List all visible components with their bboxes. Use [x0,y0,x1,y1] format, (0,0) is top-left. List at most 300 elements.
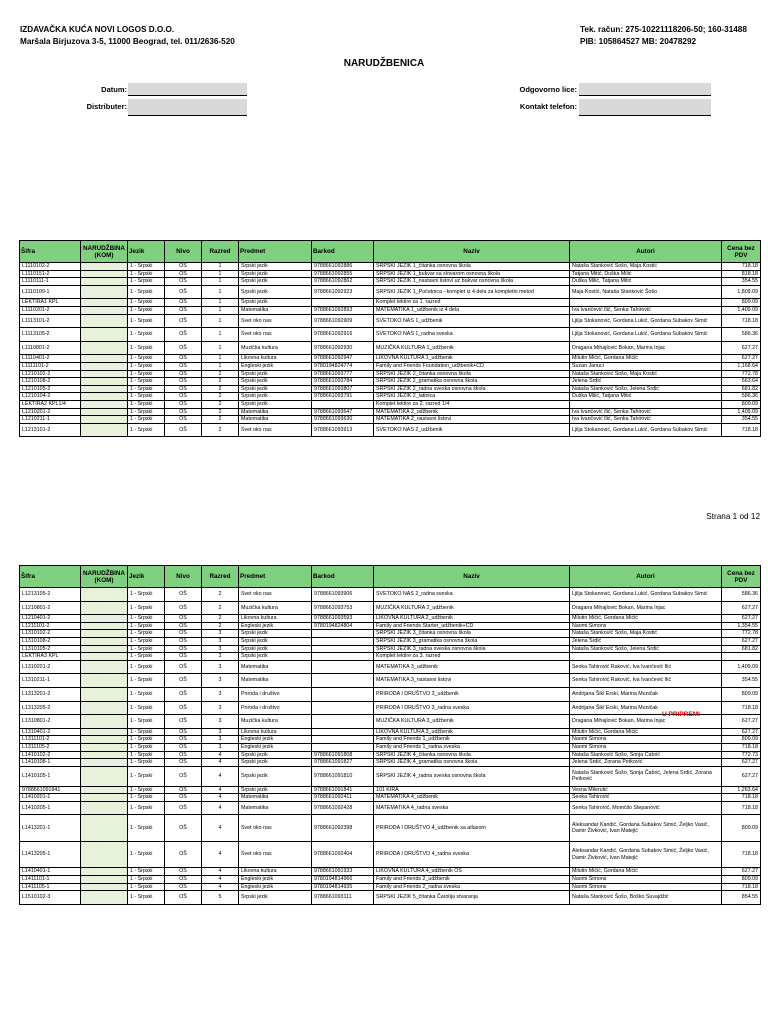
order-quantity-cell[interactable] [81,841,128,868]
nivo-cell: OŠ [165,876,202,884]
naziv-cell: MUZIČKA KULTURA 1_udžbenik [374,341,570,355]
cena-cell: 586.36 [722,328,761,342]
jezik-cell: 1 - Srpski [128,868,165,876]
header-narudzbina: NARUDŽBINA (KOM) [81,241,128,263]
naziv-cell: SRPSKI JEZIK 1_čitanka osnovna škola [374,263,570,271]
nivo-cell: OŠ [165,841,202,868]
cena-cell: 563.64 [722,378,761,386]
razred-cell: 3 [202,736,239,744]
table-row [20,314,761,328]
table-row [20,270,761,278]
order-quantity-cell[interactable] [81,270,128,278]
nivo-cell: OŠ [165,416,202,424]
table-row [20,622,761,630]
razred-cell: 5 [202,891,239,905]
order-quantity-cell[interactable] [81,314,128,328]
sifra-cell: LEKTIRA2 KPL1/4 [20,400,81,408]
sifra-cell: 9788661091841 [20,786,81,794]
razred-cell: 2 [202,601,239,615]
barkod-cell [312,674,374,688]
table-row [20,660,761,674]
jezik-cell: 1 - Srpski [128,728,165,736]
table-row [20,794,761,802]
jezik-cell: 1 - Srpski [128,400,165,408]
predmet-cell: Likovna kultura [239,868,312,876]
order-quantity-cell[interactable] [81,687,128,701]
sifra-cell: L1113105-2 [20,328,81,342]
order-quantity-cell[interactable] [81,355,128,363]
barkod-cell [312,701,374,715]
nivo-cell: OŠ [165,355,202,363]
naziv-cell: Komplet lektire za 3. razred [374,653,570,661]
razred-cell: 2 [202,416,239,424]
cena-cell: 627.27 [722,341,761,355]
autori-cell: Naomi Simons [570,736,722,744]
barkod-cell: 9788661091841 [312,786,374,794]
order-quantity-cell[interactable] [81,766,128,786]
table-row [20,400,761,408]
autori-cell: Nataša Stanković Šošo, Boško Suvajdžić [570,891,722,905]
autori-cell: Ljilja Stokanović, Gordana Lukić, Gordana Subakov Simić [570,423,722,437]
order-quantity-cell[interactable] [81,285,128,299]
jezik-cell: 1 - Srpski [128,687,165,701]
order-quantity-cell[interactable] [81,876,128,884]
jezik-cell: 1 - Srpski [128,841,165,868]
jezik-cell: 1 - Srpski [128,786,165,794]
naziv-cell: SRPSKI JEZIK 2_čitanka osnovna škola [374,370,570,378]
jezik-cell: 1 - Srpski [128,385,165,393]
autori-cell: Aleksandar Kandić, Gordana Subakov Simić, Željko Vasić, Damir Živković, Ivan Matejić [570,841,722,868]
sifra-cell: L1210401-2 [20,615,81,623]
nivo-cell: OŠ [165,278,202,286]
predmet-cell: Engleski jezik [239,876,312,884]
razred-cell: 4 [202,794,239,802]
sifra-cell: L1210105-2 [20,385,81,393]
razred-cell: 1 [202,306,239,314]
bank-info [580,24,747,48]
order-quantity-cell[interactable] [81,630,128,638]
order-quantity-cell[interactable] [81,883,128,891]
barkod-cell: 9788661093647 [312,408,374,416]
sifra-cell: L1413201-1 [20,815,81,842]
nivo-cell: OŠ [165,687,202,701]
nivo-cell: OŠ [165,362,202,370]
razred-cell: 3 [202,728,239,736]
nivo-cell: OŠ [165,385,202,393]
nivo-cell: OŠ [165,393,202,401]
order-table-page-1 [19,240,761,437]
nivo-cell: OŠ [165,270,202,278]
order-quantity-cell[interactable] [81,653,128,661]
naziv-cell: LIKOVNA KULTURA 2_udžbenik [374,615,570,623]
company-address: Maršala Birjuzova 3-5, 11000 Beograd, tel. 011/2636-520 [20,37,235,46]
predmet-cell: Srpski jezik [239,891,312,905]
naziv-cell: Family and Friends 1_udžbenik [374,736,570,744]
razred-cell: 1 [202,285,239,299]
predmet-cell: Engleski jezik [239,883,312,891]
jezik-cell: 1 - Srpski [128,278,165,286]
cena-cell: 809.09 [722,815,761,842]
barkod-cell: 9788661093753 [312,601,374,615]
razred-cell: 2 [202,615,239,623]
cena-cell: 681.82 [722,385,761,393]
order-quantity-cell[interactable] [81,416,128,424]
cena-cell: 809.09 [722,736,761,744]
barkod-cell [312,645,374,653]
sifra-cell: L1210102-2 [20,370,81,378]
header-jezik: Jezik [128,241,165,263]
table-row [20,341,761,355]
razred-cell: 3 [202,637,239,645]
sifra-cell: L1110111-1 [20,278,81,286]
kontakt-telefon-field[interactable] [579,99,711,116]
sifra-cell: L1210801-2 [20,601,81,615]
razred-cell: 1 [202,314,239,328]
razred-cell: 4 [202,759,239,767]
table-row [20,801,761,815]
table-row [20,883,761,891]
predmet-cell: Svet oko nas [239,423,312,437]
table-row [20,637,761,645]
order-quantity-cell[interactable] [81,759,128,767]
cena-cell: 772.73 [722,751,761,759]
predmet-cell: Srpski jezik [239,759,312,767]
order-quantity-cell[interactable] [81,328,128,342]
predmet-cell: Srpski jezik [239,630,312,638]
order-quantity-cell[interactable] [81,341,128,355]
order-quantity-cell[interactable] [81,370,128,378]
cena-cell: 627.27 [722,615,761,623]
order-quantity-cell[interactable] [81,701,128,715]
nivo-cell: OŠ [165,801,202,815]
barkod-cell [312,299,374,307]
table-row [20,601,761,615]
jezik-cell: 1 - Srpski [128,393,165,401]
barkod-cell [312,736,374,744]
predmet-cell: Likovna kultura [239,728,312,736]
sifra-cell: L1113101-2 [20,314,81,328]
barkod-cell: 9788661093807 [312,385,374,393]
sifra-cell: L1210201-2 [20,408,81,416]
nivo-cell: OŠ [165,314,202,328]
table-row [20,355,761,363]
razred-cell: 4 [202,786,239,794]
cena-cell: 854.55 [722,891,761,905]
razred-cell: 2 [202,393,239,401]
naziv-cell: SVETOKO NAS 1_radna sveska [374,328,570,342]
order-quantity-cell[interactable] [81,423,128,437]
cena-cell: 718.18 [722,423,761,437]
header-jezik: Jezik [128,566,165,588]
autori-cell: Tatjana Mitić, Duška Milić [570,270,722,278]
order-quantity-cell[interactable] [81,400,128,408]
razred-cell: 4 [202,841,239,868]
naziv-cell: SRPSKI JEZIK 1_bukvar sa slovarom osnovna škola [374,270,570,278]
sifra-cell: L1210104-2 [20,393,81,401]
distributer-field[interactable] [128,99,247,116]
razred-cell: 4 [202,766,239,786]
autori-cell: Naomi Simons [570,743,722,751]
predmet-cell: Srpski jezik [239,385,312,393]
table-row [20,370,761,378]
razred-cell: 2 [202,370,239,378]
autori-cell: Nataša Stanković Šošo, Maja Kostić [570,630,722,638]
sifra-cell: L1410201-1 [20,794,81,802]
predmet-cell: Muzička kultura [239,715,312,729]
jezik-cell: 1 - Srpski [128,370,165,378]
order-quantity-cell[interactable] [81,615,128,623]
sifra-cell: L1410105-1 [20,766,81,786]
order-quantity-cell[interactable] [81,674,128,688]
header-narudzbina: NARUDŽBINA (KOM) [81,566,128,588]
odgovorno-lice-field[interactable] [579,83,711,96]
nivo-cell: OŠ [165,423,202,437]
autori-cell: Iva Ivančević Ilić, Senka Tahirović [570,408,722,416]
order-quantity-cell[interactable] [81,637,128,645]
cena-cell: 809.09 [722,299,761,307]
sifra-cell: L1310102-2 [20,630,81,638]
order-quantity-cell[interactable] [81,378,128,386]
nivo-cell: OŠ [165,660,202,674]
autori-cell: Nataša Stanković Šošo, Jelena Srdić [570,645,722,653]
nivo-cell: OŠ [165,715,202,729]
order-quantity-cell[interactable] [81,622,128,630]
sifra-cell: L1110401-2 [20,355,81,363]
nivo-cell: OŠ [165,766,202,786]
cena-cell: 586.36 [722,588,761,602]
naziv-cell: LIKOVNA KULTURA 3_udžbenik [374,728,570,736]
order-quantity-cell[interactable] [81,715,128,729]
razred-cell: 1 [202,328,239,342]
order-quantity-cell[interactable] [81,801,128,815]
order-quantity-cell[interactable] [81,306,128,314]
autori-cell: Milutin Mićić, Gordana Mićić [570,728,722,736]
nivo-cell: OŠ [165,751,202,759]
barkod-cell: 9788661092411 [312,794,374,802]
naziv-cell: PRIRODA I DRUŠTVO 3_udžbenik [374,687,570,701]
table-row [20,285,761,299]
predmet-cell: Likovna kultura [239,615,312,623]
razred-cell: 2 [202,408,239,416]
naziv-cell: MATEMATIKA 2_udžbenik [374,408,570,416]
naziv-cell: SRPSKI JEZIK 1_nastavni listovi uz bukvar osnovna škola [374,278,570,286]
sifra-cell: L1310211-1 [20,674,81,688]
predmet-cell: Srpski jezik [239,751,312,759]
cena-cell: 627.27 [722,728,761,736]
autori-cell: Iva Ivančević Ilić, Senka Tahirović [570,306,722,314]
nivo-cell: OŠ [165,370,202,378]
nivo-cell: OŠ [165,263,202,271]
table-row [20,891,761,905]
order-quantity-cell[interactable] [81,660,128,674]
barkod-cell: 9788661092916 [312,328,374,342]
cena-cell: 354.55 [722,278,761,286]
autori-cell: Dragana Mihajlović Bokan, Marina Injac [570,601,722,615]
jezik-cell: 1 - Srpski [128,622,165,630]
distributer-label: Distributer: [86,102,127,111]
order-quantity-cell[interactable] [81,385,128,393]
predmet-cell: Svet oko nas [239,841,312,868]
barkod-cell: 9788661093593 [312,615,374,623]
barkod-cell [312,630,374,638]
nivo-cell: OŠ [165,794,202,802]
nivo-cell: OŠ [165,299,202,307]
barkod-cell: 9788661092428 [312,801,374,815]
order-quantity-cell[interactable] [81,601,128,615]
table-row [20,815,761,842]
autori-cell: Dragana Mihajlović Bokan, Marina Injac [570,341,722,355]
naziv-cell: LIKOVNA KULTURA 1_udžbenik [374,355,570,363]
u-pripremi-note: U PRIPREMI [662,711,700,718]
razred-cell: 1 [202,299,239,307]
naziv-cell: Family and Friends Foundation_udžbenik+CD [374,362,570,370]
razred-cell: 3 [202,701,239,715]
jezik-cell: 1 - Srpski [128,341,165,355]
autori-cell: Milutin Mićić, Gordana Mićić [570,868,722,876]
autori-cell: Naomi Simons [570,883,722,891]
barkod-cell: 9788661092893 [312,306,374,314]
order-quantity-cell[interactable] [81,891,128,905]
autori-cell: Duška Milić, Tatjana Mitić [570,278,722,286]
order-quantity-cell[interactable] [81,728,128,736]
cena-cell: 818.18 [722,270,761,278]
jezik-cell: 1 - Srpski [128,645,165,653]
table-body [20,263,761,437]
jezik-cell: 1 - Srpski [128,285,165,299]
naziv-cell: SVETOKO NAS 2_radna sveska [374,588,570,602]
razred-cell: 3 [202,660,239,674]
cena-cell: 627.27 [722,637,761,645]
predmet-cell: Srpski jezik [239,400,312,408]
barkod-cell [312,687,374,701]
razred-cell: 2 [202,385,239,393]
nivo-cell: OŠ [165,674,202,688]
order-quantity-cell[interactable] [81,588,128,602]
order-quantity-cell[interactable] [81,786,128,794]
order-quantity-cell[interactable] [81,362,128,370]
nivo-cell: OŠ [165,588,202,602]
naziv-cell: SRPSKI JEZIK 4_čitanka osnovna škola [374,751,570,759]
razred-cell: 1 [202,278,239,286]
autori-cell: Jelena Srdić [570,637,722,645]
jezik-cell: 1 - Srpski [128,263,165,271]
order-quantity-cell[interactable] [81,299,128,307]
jezik-cell: 1 - Srpski [128,653,165,661]
predmet-cell: Srpski jezik [239,645,312,653]
predmet-cell: Muzička kultura [239,601,312,615]
naziv-cell: SRPSKI JEZIK 3_radna sveska osnovna škola [374,645,570,653]
predmet-cell: Engleski jezik [239,743,312,751]
naziv-cell: Family and Friends Starter_udžbenik+CD [374,622,570,630]
order-quantity-cell[interactable] [81,743,128,751]
order-quantity-cell[interactable] [81,278,128,286]
nivo-cell: OŠ [165,891,202,905]
order-quantity-cell[interactable] [81,645,128,653]
naziv-cell: SRPSKI JEZIK 2_latinica [374,393,570,401]
jezik-cell: 1 - Srpski [128,736,165,744]
nivo-cell: OŠ [165,743,202,751]
order-quantity-cell[interactable] [81,263,128,271]
razred-cell: 3 [202,653,239,661]
cena-cell: 718.18 [722,801,761,815]
autori-cell: Nataša Stanković Šošo, Jelena Srdić [570,385,722,393]
cena-cell: 718.18 [722,743,761,751]
predmet-cell: Matematika [239,660,312,674]
sifra-cell: L1110801-2 [20,341,81,355]
order-quantity-cell[interactable] [81,408,128,416]
sifra-cell: L1510102-3 [20,891,81,905]
order-quantity-cell[interactable] [81,794,128,802]
sifra-cell: L1313205-2 [20,701,81,715]
sifra-cell: L1410108-1 [20,759,81,767]
naziv-cell: MUZIČKA KULTURA 2_udžbenik [374,601,570,615]
naziv-cell: SRPSKI JEZIK 2_gramatika osnovna škola [374,378,570,386]
sifra-cell: L1411101-1 [20,876,81,884]
jezik-cell: 1 - Srpski [128,378,165,386]
razred-cell: 1 [202,270,239,278]
barkod-cell: 9788661093791 [312,393,374,401]
cena-cell: 627.27 [722,601,761,615]
table-row [20,786,761,794]
jezik-cell: 1 - Srpski [128,891,165,905]
datum-field[interactable] [128,83,247,96]
jezik-cell: 1 - Srpski [128,660,165,674]
sifra-cell: LEKTIRA3 KPL [20,653,81,661]
table-row [20,687,761,701]
autori-cell: Nataša Stanković Šošo, Maja Kostić [570,263,722,271]
order-quantity-cell[interactable] [81,868,128,876]
barkod-cell: 9788661093784 [312,378,374,386]
cena-cell: 627.27 [722,759,761,767]
cena-cell: 718.18 [722,841,761,868]
razred-cell: 2 [202,622,239,630]
nivo-cell: OŠ [165,868,202,876]
order-quantity-cell[interactable] [81,736,128,744]
predmet-cell: Srpski jezik [239,263,312,271]
sifra-cell: L1110109-1 [20,285,81,299]
nivo-cell: OŠ [165,622,202,630]
sifra-cell: L1213101-2 [20,423,81,437]
autori-cell: Jelena Srdić, Zorana Petković [570,759,722,767]
table-row [20,736,761,744]
barkod-cell: 9788661091810 [312,766,374,786]
table-row [20,715,761,729]
jezik-cell: 1 - Srpski [128,615,165,623]
razred-cell: 3 [202,674,239,688]
predmet-cell: Engleski jezik [239,622,312,630]
table-row [20,588,761,602]
table-row [20,378,761,386]
jezik-cell: 1 - Srpski [128,743,165,751]
barkod-cell: 9780194824804 [312,622,374,630]
nivo-cell: OŠ [165,786,202,794]
cena-cell [722,653,761,661]
order-quantity-cell[interactable] [81,815,128,842]
sifra-cell: L1410401-1 [20,868,81,876]
jezik-cell: 1 - Srpski [128,759,165,767]
sifra-cell: L1311105-2 [20,743,81,751]
cena-cell: 681.82 [722,645,761,653]
cena-cell: 718.18 [722,701,761,715]
order-quantity-cell[interactable] [81,751,128,759]
sifra-cell: L1310108-2 [20,637,81,645]
jezik-cell: 1 - Srpski [128,883,165,891]
sifra-cell: L1110102-2 [20,263,81,271]
cena-cell: 586.36 [722,393,761,401]
table-row [20,674,761,688]
table-row [20,630,761,638]
order-quantity-cell[interactable] [81,393,128,401]
